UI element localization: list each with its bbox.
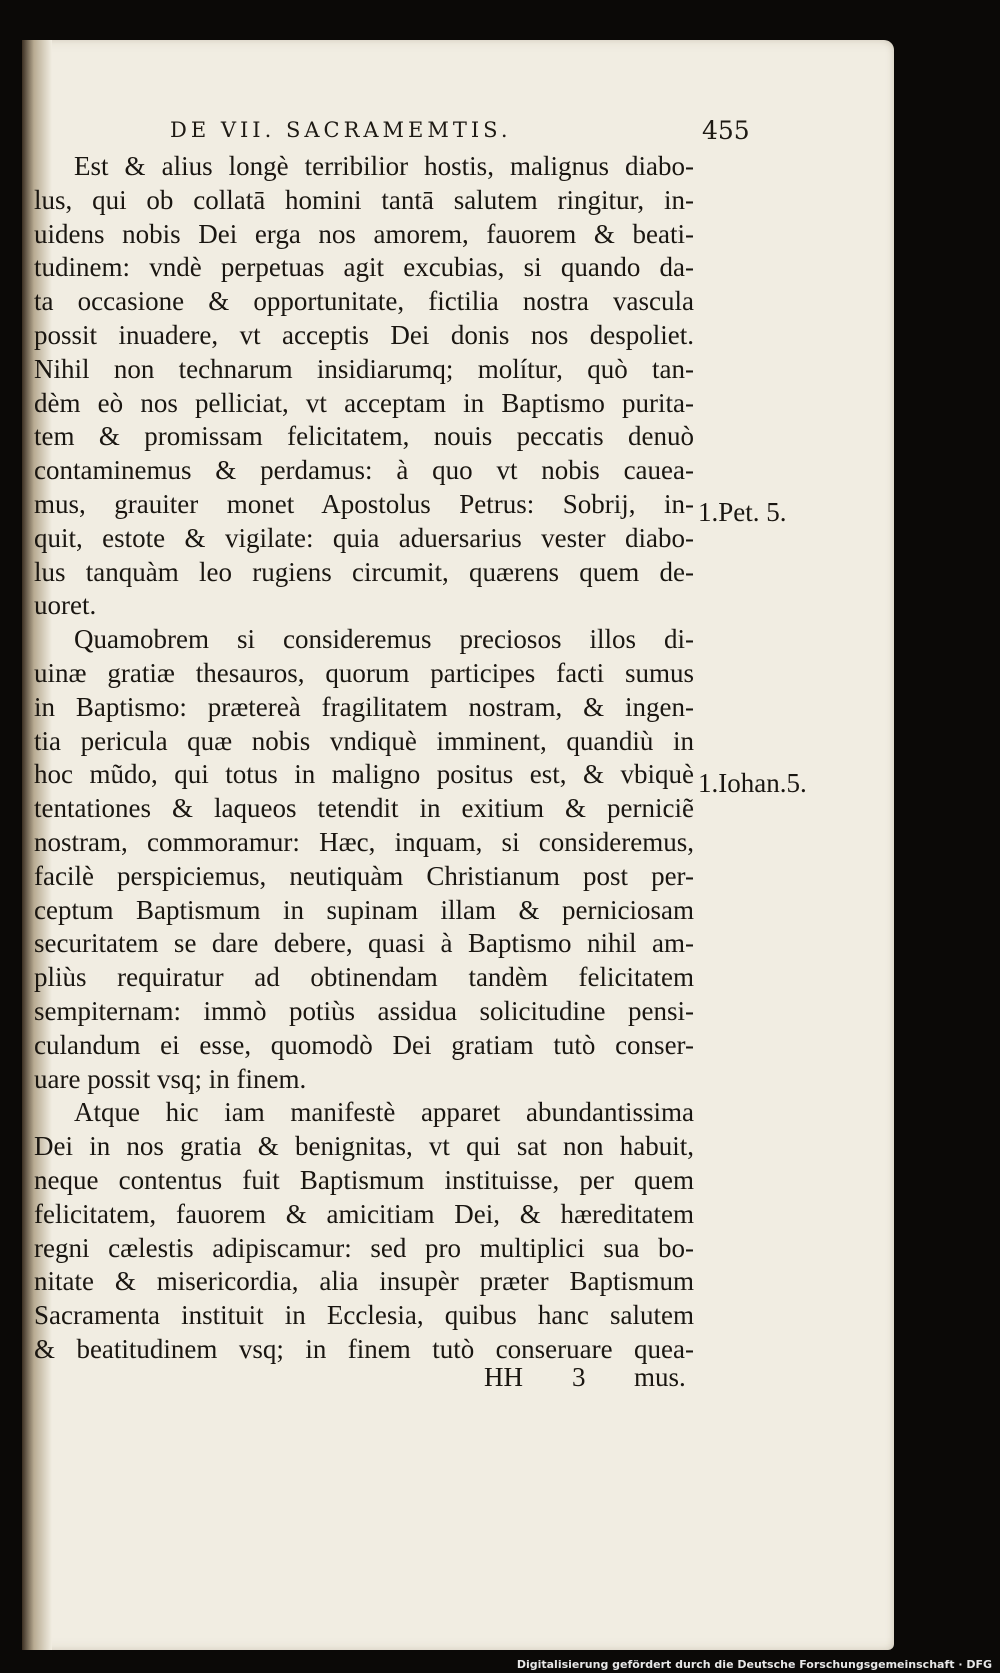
text-line: facilè perspiciemus, neutiquàm Christianum post per- [34, 860, 694, 891]
text-line: Sacramenta instituit in Ecclesia, quibus hanc salutem [34, 1300, 694, 1331]
marginal-note-petrus: 1.Pet. 5. [698, 497, 787, 527]
text-line: neque contentus fuit Baptismum instituisse, per quem [34, 1164, 694, 1195]
running-head: DE VII. SACRAMEMTIS. [170, 118, 512, 142]
paragraph-2 [34, 623, 694, 1096]
text-line: uare possit vsq; in finem. [34, 1063, 307, 1094]
signature-leaf: 3 [572, 1362, 586, 1392]
text-line: lus, qui ob collatā homini tantā salutem ringitur, in- [34, 184, 694, 215]
text-line: Atque hic iam manifestè apparet abundantissima [74, 1097, 694, 1128]
text-line: mus, grauiter monet Apostolus Petrus: Sobrij, in- [34, 488, 694, 519]
text-line: dèm eò nos pelliciat, vt acceptam in Baptismo purita- [34, 387, 694, 418]
page-number: 455 [702, 116, 750, 145]
digitization-credit: Digitalisierung gefördert durch die Deutsche Forschungsgemeinschaft · DFG [516, 1658, 992, 1671]
signature-mark: HH [484, 1362, 523, 1392]
catchword: mus. [634, 1362, 686, 1392]
text-line: nostram, commoramur: Hæc, inquam, si consideremus, [34, 826, 694, 857]
text-line: regni cælestis adipiscamur: sed pro multiplici sua bo- [34, 1232, 694, 1263]
text-line: felicitatem, fauorem & amicitiam Dei, & hæreditatem [34, 1198, 694, 1229]
text-line: uidens nobis Dei erga nos amorem, fauorem & beati- [34, 218, 694, 249]
text-line: in Baptismo: prætereà fragilitatem nostram, & ingen- [34, 691, 694, 722]
text-line: tia pericula quæ nobis vndiquè imminent, quandiù in [34, 725, 694, 756]
text-line: tudinem: vndè perpetuas agit excubias, si quando da- [34, 252, 694, 283]
text-line: nitate & misericordia, alia insupèr præter Baptismum [34, 1266, 694, 1297]
body-text [34, 150, 694, 1367]
marginal-note-iohannes: 1.Iohan.5. [698, 768, 807, 798]
paragraph-1 [34, 150, 694, 623]
text-line: uinæ gratiæ thesauros, quorum participes facti sumus [34, 657, 694, 688]
text-line: & beatitudinem vsq; in finem tutò conseruare quea- [34, 1333, 694, 1364]
text-line: lus tanquàm leo rugiens circumit, quærens quem de- [34, 556, 694, 587]
text-line: sempiternam: immò potiùs assidua solicitudine pensi- [34, 995, 694, 1026]
text-line: Nihil non technarum insidiarumq; molítur, quò tan- [34, 353, 694, 384]
text-line: uoret. [34, 590, 97, 621]
text-line: pliùs requiratur ad obtinendam tandèm felicitatem [34, 962, 694, 993]
text-line: ta occasione & opportunitate, fictilia nostra vascula [34, 286, 694, 317]
text-line: tentationes & laqueos tetendit in exitium & perniciẽ [34, 793, 694, 824]
text-line: ceptum Baptismum in supinam illam & perniciosam [34, 894, 694, 925]
text-line: contaminemus & perdamus: à quo vt nobis cauea- [34, 455, 694, 486]
text-line: hoc mũdo, qui totus in maligno positus est, & vbiquè [34, 759, 694, 790]
text-line: possit inuadere, vt acceptis Dei donis nos despoliet. [34, 319, 694, 350]
text-line: Est & alius longè terribilior hostis, malignus diabo- [74, 151, 694, 181]
text-line: Dei in nos gratia & benignitas, vt qui sat non habuit, [34, 1131, 694, 1162]
text-line: quit, estote & vigilate: quia aduersarius vester diabo- [34, 522, 694, 553]
paragraph-3 [34, 1096, 694, 1366]
text-line: culandum ei esse, quomodò Dei gratiam tutò conser- [34, 1029, 694, 1060]
text-line: tem & promissam felicitatem, nouis peccatis denuò [34, 421, 694, 452]
text-line: Quamobrem si consideremus preciosos illos di- [74, 624, 694, 655]
text-line: securitatem se dare debere, quasi à Baptismo nihil am- [34, 928, 694, 959]
